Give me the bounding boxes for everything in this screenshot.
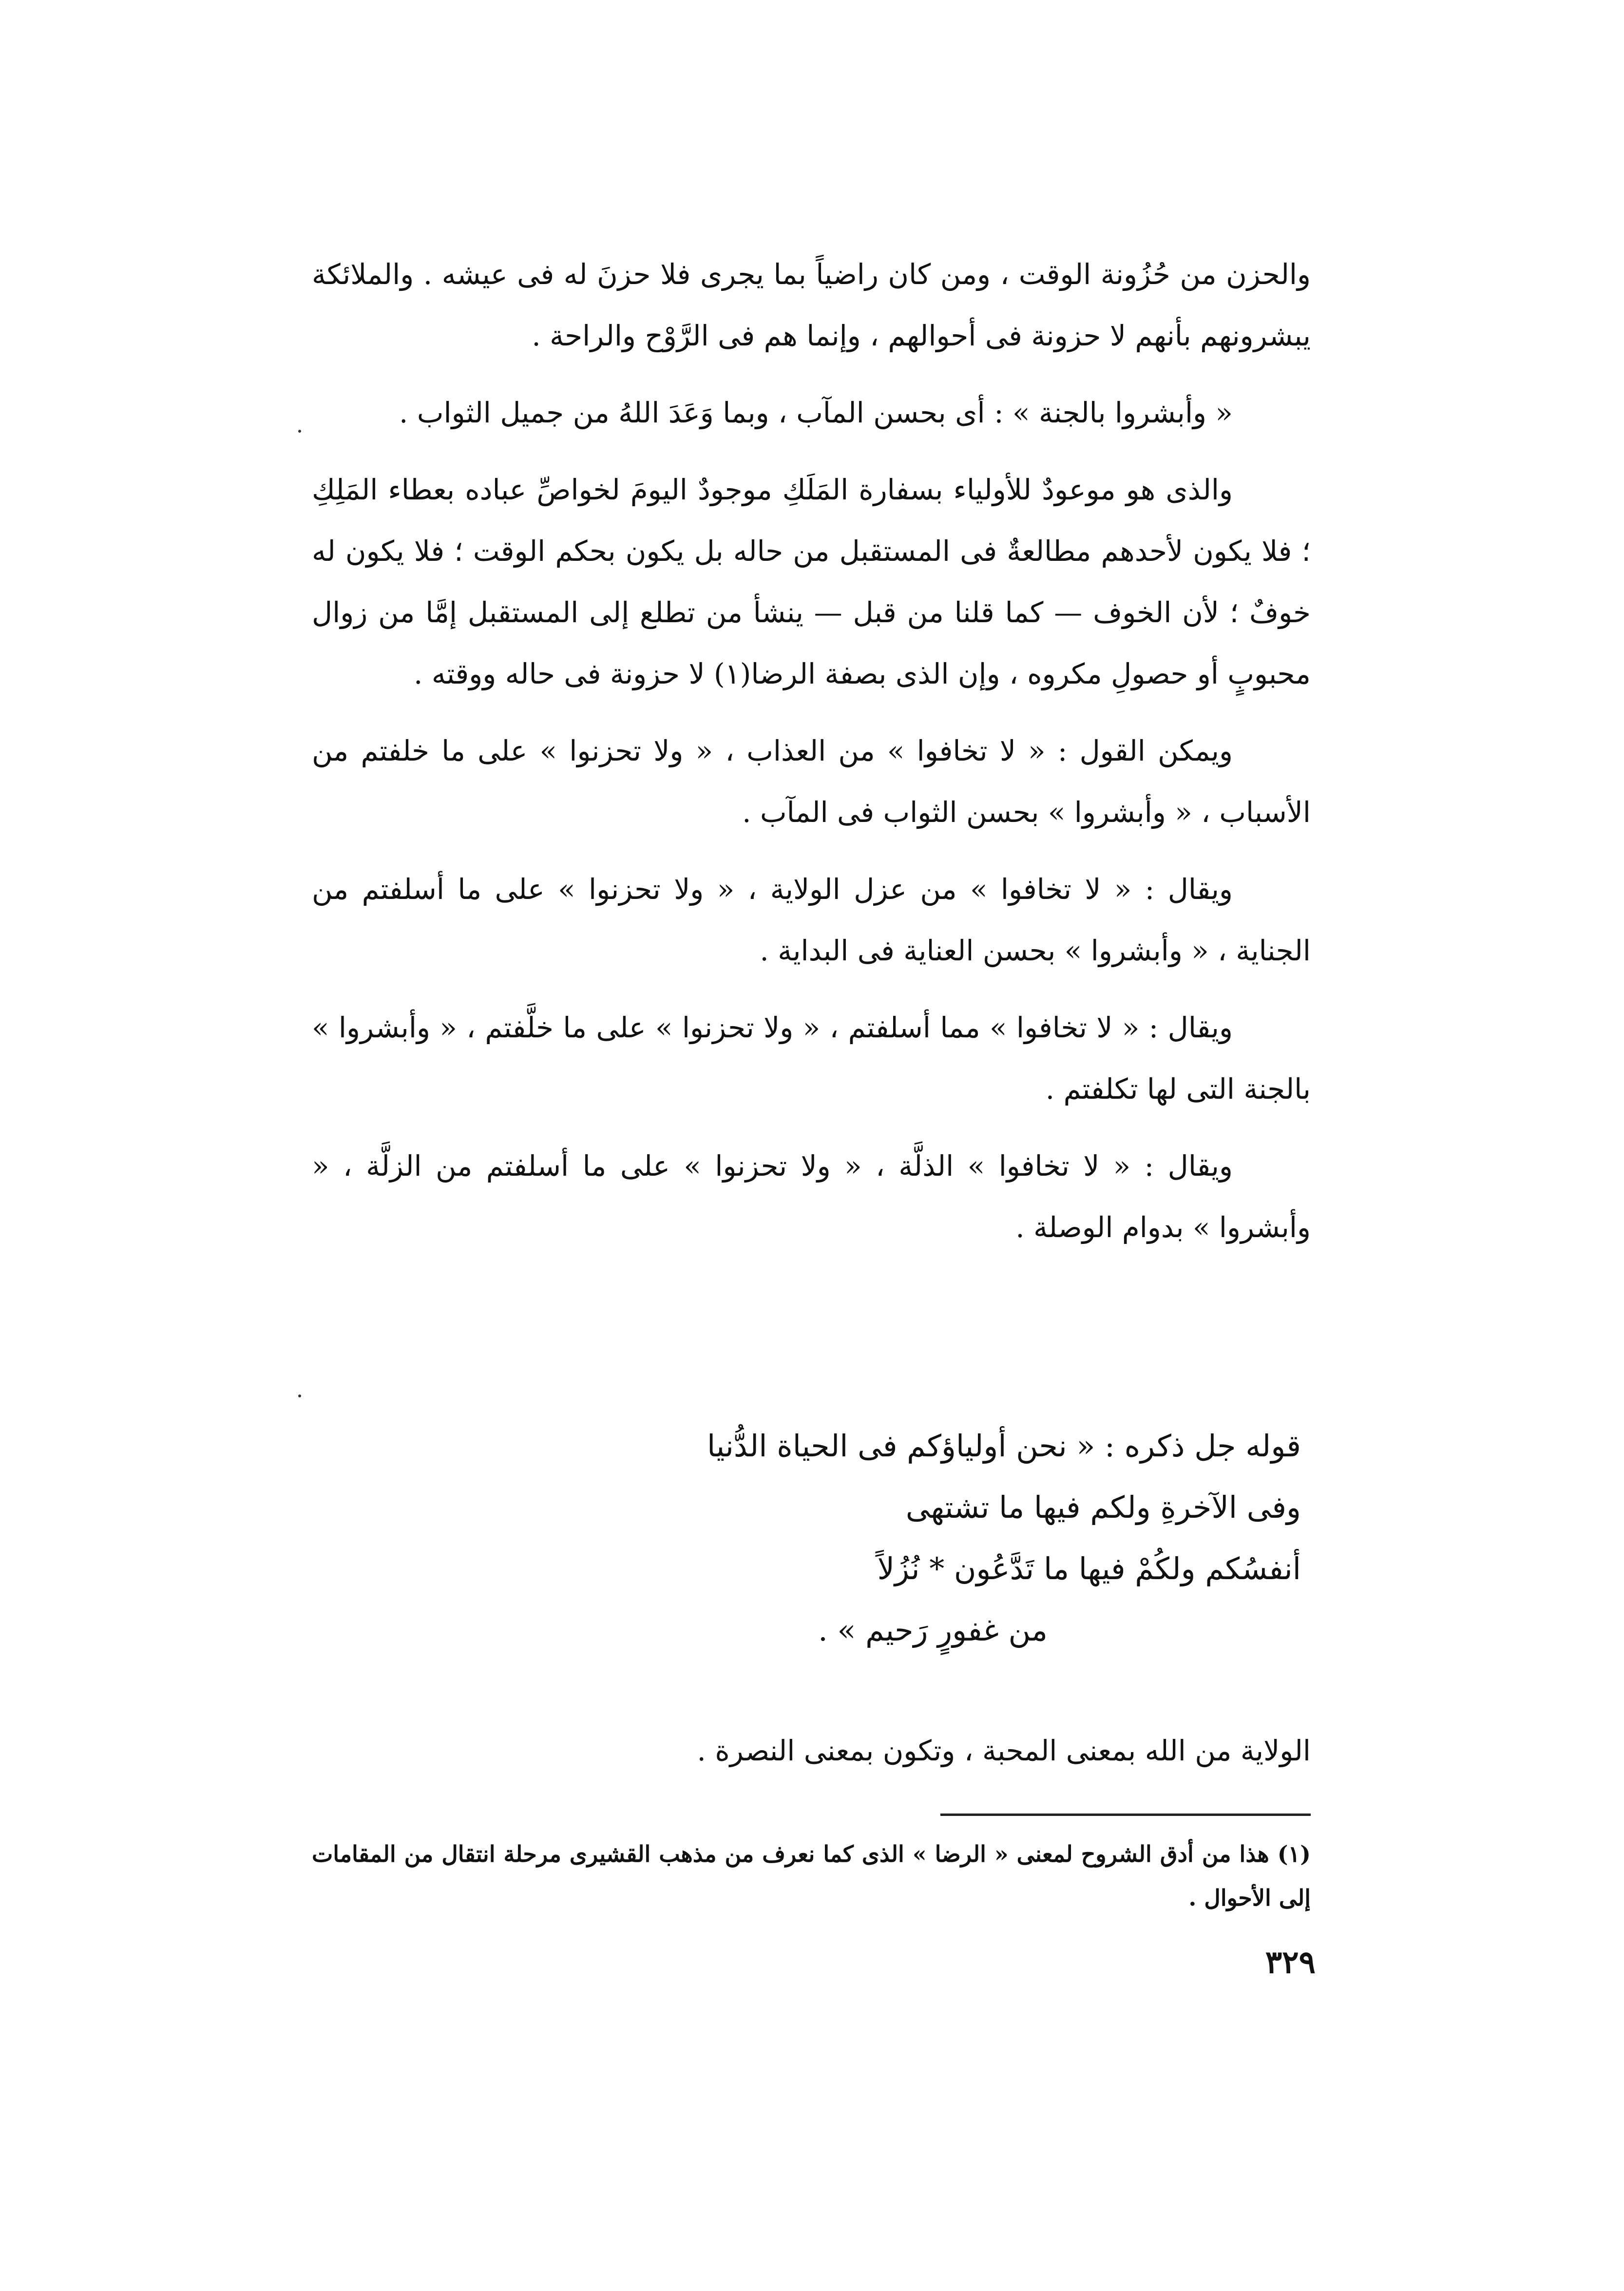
paragraph: ويقال : « لا تخافوا » الذلَّة ، « ولا تحزنوا » على ما أسلفتم من الزلَّة ، « وأبشروا » بدوام الوصلة .	[312, 1149, 1311, 1244]
stray-ink-mark	[298, 1394, 301, 1397]
paragraph: ويقال : « لا تخافوا » مما أسلفتم ، « ولا تحزنوا » على ما خلَّفتم ، « وأبشروا » بالجنة التى لها تكلفتم .	[312, 1011, 1311, 1106]
paragraph: ويمكن القول : « لا تخافوا » من العذاب ، « ولا تحزنوا » على ما خلفتم من الأسباب ، « وأبشروا » بحسن الثواب فى المآب .	[312, 734, 1311, 829]
main-text	[312, 244, 1311, 1274]
paragraph: والحزن من حُزُونة الوقت ، ومن كان راضياً بما يجرى فلا حزنَ له فى عيشه . والملائكة يبشرونهم بأنهم لا حزونة فى أحوالهم ، وإنما هم فى الرَّوْح والراحة .	[312, 258, 1311, 352]
paragraph: « وأبشروا بالجنة » : أى بحسن المآب ، وبما وَعَدَ اللهُ من جميل الثواب .	[399, 396, 1233, 429]
commentary-paragraph: الولاية من الله بمعنى المحبة ، وتكون بمعنى النصرة .	[697, 1734, 1311, 1767]
verse-line: قوله جل ذكره : « نحن أولياؤكم فى الحياة الدُّنيا	[707, 1428, 1301, 1464]
quran-verse	[487, 1415, 1301, 1661]
paragraph: والذى هو موعودٌ للأولياء بسفارة المَلَكِ موجودٌ اليومَ لخواصِّ عباده بعطاء المَلِكِ ؛ فلا يكون لأحدهم مطالعةٌ فى المستقبل من حاله بل يكون بحكم الوقت ؛ فلا يكون له خوفٌ ؛ لأن الخوف — كما قلنا من قبل — ينشأ من تطلع إلى المستقبل إمَّا من زوال محبوبٍ أو حصولِ مكروه ، وإن الذى بصفة الرضا(١) لا حزونة فى حاله ووقته .	[312, 473, 1311, 690]
verse-line: أنفسُكم ولكُمْ فيها ما تَدَّعُون * نُزُلاً	[877, 1551, 1301, 1586]
verse-line: وفى الآخرةِ ولكم فيها ما تشتهى	[905, 1489, 1301, 1525]
footnote: (١) هذا من أدق الشروح لمعنى « الرضا » الذى كما نعرف من مذهب القشيرى مرحلة انتقال من المقامات إلى الأحوال .	[312, 1841, 1311, 1911]
stray-ink-mark	[298, 430, 301, 433]
page-number: ٣٢٩	[1265, 1944, 1316, 1981]
paragraph: ويقال : « لا تخافوا » من عزل الولاية ، « ولا تحزنوا » على ما أسلفتم من الجناية ، « وأبشروا » بحسن العناية فى البداية .	[312, 873, 1311, 967]
verse-line: من غفورٍ رَحيم » .	[818, 1612, 1048, 1648]
footnote-divider	[940, 1814, 1311, 1816]
